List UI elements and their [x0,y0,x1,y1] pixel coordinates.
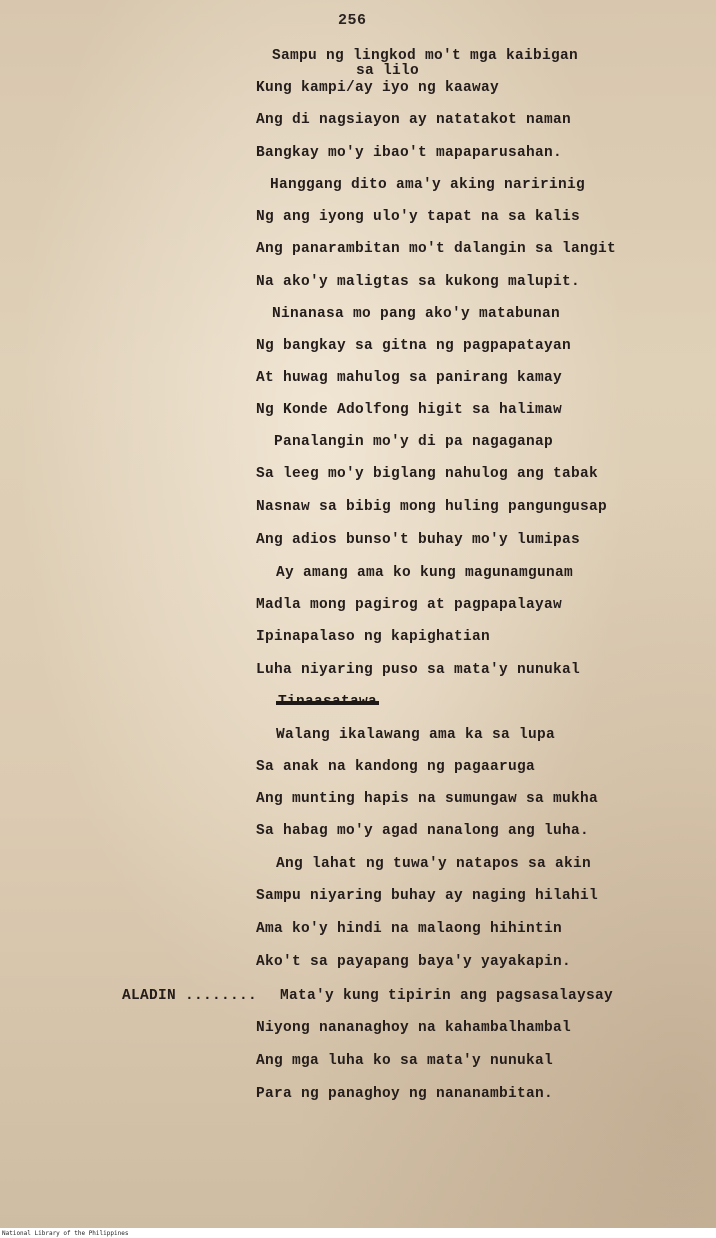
verse-line: Sampu niyaring buhay ay naging hilahil [256,888,599,904]
verse-line: Ay amang ama ko kung magunamgunam [276,565,574,581]
verse-line: Madla mong pagirog at pagpapalayaw [256,597,563,613]
library-credit: National Library of the Philippines [2,1230,129,1237]
verse-line: Ng Konde Adolfong higit sa halimaw [256,402,563,418]
verse-line: Ama ko'y hindi na malaong hihintin [256,921,563,937]
verse-line: Ang lahat ng tuwa'y natapos sa akin [276,856,592,872]
verse-line: Sa anak na kandong ng pagaaruga [256,759,536,775]
verse-line: Ako't sa payapang baya'y yayakapin. [256,954,572,970]
verse-line: Ng bangkay sa gitna ng pagpapatayan [256,338,572,354]
struck-out-line [278,694,377,710]
verse-line: Na ako'y maligtas sa kukong malupit. [256,274,581,290]
verse-line: Hanggang dito ama'y aking naririnig [270,177,586,193]
verse-line: Ang adios bunso't buhay mo'y lumipas [256,532,581,548]
header-line-1: Sampu ng lingkod mo't mga kaibigan [272,48,579,64]
verse-line: Luha niyaring puso sa mata'y nunukal [256,662,581,678]
verse-line: Bangkay mo'y ibao't mapaparusahan. [256,145,563,161]
verse-line: Ang panarambitan mo't dalangin sa langit [256,241,617,257]
verse-line: Walang ikalawang ama ka sa lupa [276,727,556,743]
verse-line: Ang mga luha ko sa mata'y nunukal [256,1053,554,1069]
verse-line: Sa habag mo'y agad nanalong ang luha. [256,823,590,839]
verse-line: Ipinapalaso ng kapighatian [256,629,491,645]
verse-line: Ang di nagsiayon ay natatakot naman [256,112,572,128]
verse-line: Ninanasa mo pang ako'y matabunan [272,306,561,322]
verse-line: Para ng panaghoy ng nananambitan. [256,1086,554,1102]
speaker-label: ALADIN ........ [122,988,258,1004]
verse-line: Ng ang iyong ulo'y tapat na sa kalis [256,209,581,225]
verse-line: Nasnaw sa bibig mong huling pangungusap [256,499,608,515]
verse-line: Panalangin mo'y di pa nagaganap [274,434,554,450]
verse-line: Kung kampi/ay iyo ng kaaway [256,80,500,96]
strikethrough-mark [276,701,379,705]
verse-line: Mata'y kung tipirin ang pagsasalaysay [280,988,614,1004]
page-number: 256 [338,12,367,29]
verse-line: Ang munting hapis na sumungaw sa mukha [256,791,599,807]
verse-line: At huwag mahulog sa panirang kamay [256,370,563,386]
verse-line: Sa leeg mo'y biglang nahulog ang tabak [256,466,599,482]
verse-line: Niyong nananaghoy na kahambalhambal [256,1020,572,1036]
header-line-2: sa lilo [356,63,420,79]
